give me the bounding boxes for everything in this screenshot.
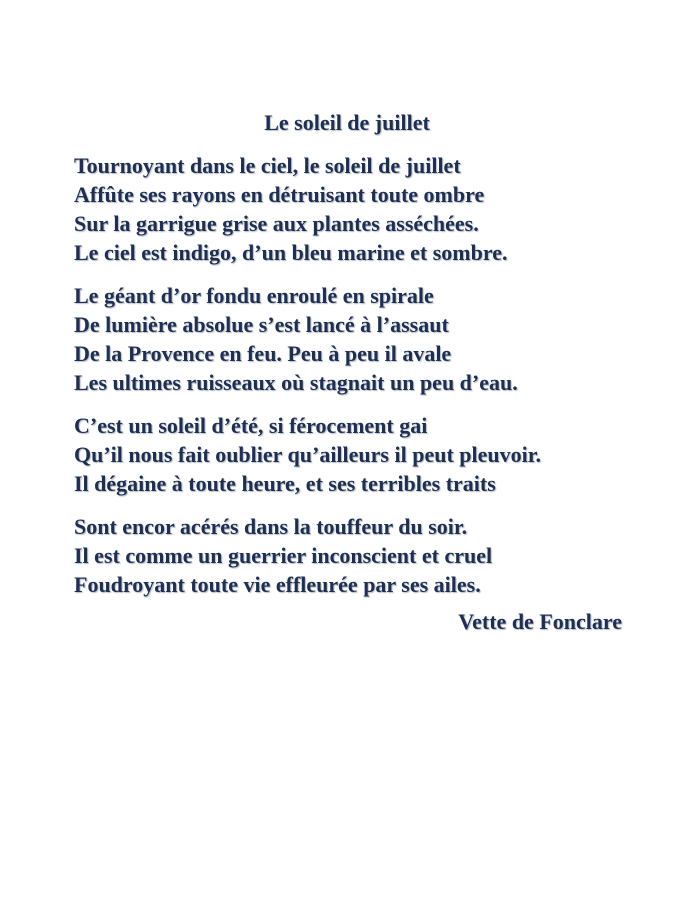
- stanza-3: [74, 411, 634, 498]
- poem-line: Qu’il nous fait oublier qu’ailleurs il peut pleuvoir.: [74, 442, 541, 467]
- poem-line: Foudroyant toute vie effleurée par ses ailes.: [74, 572, 481, 597]
- poem-line: De la Provence en feu. Peu à peu il avale: [74, 341, 452, 366]
- poem-line: Le géant d’or fondu enroulé en spirale: [74, 283, 434, 308]
- stanza-1: [74, 151, 634, 267]
- poem-line: Affûte ses rayons en détruisant toute ombre: [74, 182, 485, 207]
- poem-line: Il est comme un guerrier inconscient et cruel: [74, 543, 493, 568]
- poem-author: Vette de Fonclare: [458, 609, 622, 634]
- poem-line: De lumière absolue s’est lancé à l’assaut: [74, 312, 449, 337]
- poem-line: C’est un soleil d’été, si férocement gai: [74, 413, 428, 438]
- poem-line: Il dégaine à toute heure, et ses terribles traits: [74, 471, 496, 496]
- poem-line: Sont encor acérés dans la touffeur du soir.: [74, 514, 468, 539]
- poem-line: Les ultimes ruisseaux où stagnait un peu d’eau.: [74, 370, 518, 395]
- poem-title: Le soleil de juillet: [264, 110, 430, 135]
- stanza-2: [74, 281, 634, 397]
- poem-line: Tournoyant dans le ciel, le soleil de juillet: [74, 153, 461, 178]
- stanza-4: [74, 512, 634, 599]
- poem-line: Sur la garrigue grise aux plantes asséchées.: [74, 211, 479, 236]
- poem: [74, 108, 634, 636]
- poem-line: Le ciel est indigo, d’un bleu marine et sombre.: [74, 240, 508, 265]
